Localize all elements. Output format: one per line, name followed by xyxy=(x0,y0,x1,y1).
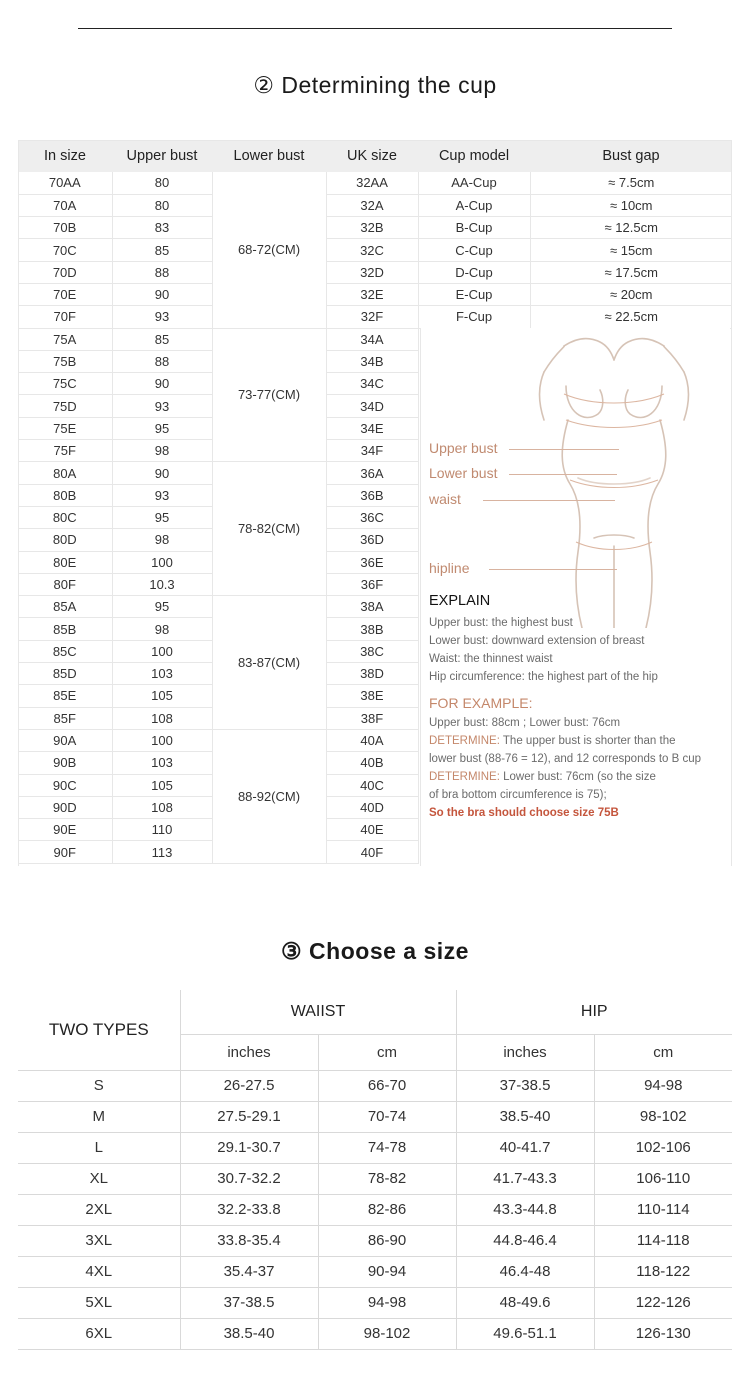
cell-uk-size: 40C xyxy=(326,774,418,796)
cell-upper-bust: 85 xyxy=(112,328,212,350)
cell-hip-inches: 38.5-40 xyxy=(456,1101,594,1132)
cell-bust-gap: ≈ 10cm xyxy=(530,194,732,216)
cell-uk-size: 38C xyxy=(326,640,418,662)
label-upper-bust: Upper bust xyxy=(429,440,498,456)
cell-waist-inches: 33.8-35.4 xyxy=(180,1225,318,1256)
cell-upper-bust: 100 xyxy=(112,640,212,662)
header-two-types: TWO TYPES xyxy=(18,990,180,1070)
explain-line: Lower bust: downward extension of breast xyxy=(429,635,645,647)
cell-in-size: 70D xyxy=(18,261,112,283)
cell-size-label: XL xyxy=(18,1163,180,1194)
cell-cup-model: E-Cup xyxy=(418,283,530,305)
for-example-heading: FOR EXAMPLE: xyxy=(429,695,533,711)
cell-size-label: 3XL xyxy=(18,1225,180,1256)
cell-in-size: 90E xyxy=(18,819,112,841)
col-header-upper-bust: Upper bust xyxy=(112,140,212,172)
cell-waist-inches: 35.4-37 xyxy=(180,1256,318,1287)
cell-uk-size: 36F xyxy=(326,573,418,595)
cell-in-size: 85E xyxy=(18,685,112,707)
cell-uk-size: 34C xyxy=(326,373,418,395)
cell-upper-bust: 93 xyxy=(112,395,212,417)
cell-uk-size: 40D xyxy=(326,796,418,818)
cell-in-size: 75F xyxy=(18,440,112,462)
cell-waist-cm: 98-102 xyxy=(318,1318,456,1349)
cell-uk-size: 36C xyxy=(326,506,418,528)
cell-upper-bust: 90 xyxy=(112,373,212,395)
example-line-text: The upper bust is shorter than the xyxy=(499,735,676,747)
leader-line-lower-bust xyxy=(509,474,617,475)
cell-hip-cm: 114-118 xyxy=(594,1225,732,1256)
example-line: lower bust (88-76 = 12), and 12 corresponds to B cup xyxy=(429,753,702,765)
cell-waist-cm: 94-98 xyxy=(318,1287,456,1318)
cell-upper-bust: 85 xyxy=(112,239,212,261)
cell-hip-cm: 106-110 xyxy=(594,1163,732,1194)
leader-line-hipline xyxy=(489,569,617,570)
col-header-lower-bust: Lower bust xyxy=(212,140,326,172)
cell-in-size: 80C xyxy=(18,506,112,528)
cell-uk-size: 34A xyxy=(326,328,418,350)
cell-in-size: 90A xyxy=(18,729,112,751)
cell-cup-model: D-Cup xyxy=(418,261,530,283)
conclusion-line xyxy=(429,806,725,821)
cell-size-label: M xyxy=(18,1101,180,1132)
cell-lower-bust-range: 73-77(CM) xyxy=(212,328,326,462)
cell-upper-bust: 105 xyxy=(112,774,212,796)
cell-upper-bust: 95 xyxy=(112,417,212,439)
cell-waist-cm: 78-82 xyxy=(318,1163,456,1194)
cell-upper-bust: 113 xyxy=(112,841,212,863)
cell-uk-size: 38A xyxy=(326,596,418,618)
cell-upper-bust: 110 xyxy=(112,819,212,841)
cell-uk-size: 32F xyxy=(326,306,418,328)
female-torso-diagram xyxy=(504,328,724,628)
example-line xyxy=(429,770,725,785)
cell-uk-size: 34D xyxy=(326,395,418,417)
table-row xyxy=(18,1256,732,1287)
cell-upper-bust: 105 xyxy=(112,685,212,707)
cell-uk-size: 36D xyxy=(326,529,418,551)
cell-upper-bust: 10.3 xyxy=(112,573,212,595)
example-line-text: Lower bust: 76cm (so the size xyxy=(499,771,656,783)
cell-upper-bust: 98 xyxy=(112,529,212,551)
cell-in-size: 80D xyxy=(18,529,112,551)
cell-cup-model: C-Cup xyxy=(418,239,530,261)
header-hip-inches: inches xyxy=(456,1034,594,1070)
cell-in-size: 70E xyxy=(18,283,112,305)
determine-keyword: DETERMINE: xyxy=(429,735,500,747)
cell-in-size: 85B xyxy=(18,618,112,640)
conclusion-size: 75B xyxy=(597,807,619,819)
header-hip-cm: cm xyxy=(594,1034,732,1070)
cell-waist-cm: 86-90 xyxy=(318,1225,456,1256)
section-title-size: ③ Choose a size xyxy=(281,938,469,964)
cell-waist-inches: 29.1-30.7 xyxy=(180,1132,318,1163)
cell-in-size: 75B xyxy=(18,350,112,372)
table-row xyxy=(18,1163,732,1194)
cell-in-size: 70B xyxy=(18,217,112,239)
cell-uk-size: 38F xyxy=(326,707,418,729)
cell-hip-inches: 41.7-43.3 xyxy=(456,1163,594,1194)
cell-in-size: 90D xyxy=(18,796,112,818)
table-row xyxy=(18,306,732,328)
cell-waist-inches: 27.5-29.1 xyxy=(180,1101,318,1132)
cell-uk-size: 36E xyxy=(326,551,418,573)
cell-size-label: S xyxy=(18,1070,180,1101)
cell-upper-bust: 108 xyxy=(112,707,212,729)
cell-upper-bust: 80 xyxy=(112,194,212,216)
cell-upper-bust: 103 xyxy=(112,663,212,685)
explain-line: Upper bust: the highest bust xyxy=(429,617,573,629)
cell-lower-bust-range: 78-82(CM) xyxy=(212,462,326,596)
cell-in-size: 85F xyxy=(18,707,112,729)
cell-uk-size: 40B xyxy=(326,752,418,774)
cell-uk-size: 38B xyxy=(326,618,418,640)
col-header-cup-model: Cup model xyxy=(418,140,530,172)
cell-in-size: 80F xyxy=(18,573,112,595)
cell-uk-size: 36A xyxy=(326,462,418,484)
cell-upper-bust: 93 xyxy=(112,484,212,506)
cell-uk-size: 32E xyxy=(326,283,418,305)
cell-upper-bust: 100 xyxy=(112,551,212,573)
size-table-container xyxy=(18,990,732,1350)
cell-waist-inches: 37-38.5 xyxy=(180,1287,318,1318)
cell-in-size: 70A xyxy=(18,194,112,216)
example-line: of bra bottom circumference is 75); xyxy=(429,789,607,801)
cell-in-size: 75A xyxy=(18,328,112,350)
cell-uk-size: 32A xyxy=(326,194,418,216)
table-row xyxy=(18,1287,732,1318)
cell-hip-cm: 126-130 xyxy=(594,1318,732,1349)
cell-upper-bust: 80 xyxy=(112,172,212,194)
header-group-hip: HIP xyxy=(456,990,732,1034)
cell-hip-inches: 46.4-48 xyxy=(456,1256,594,1287)
table-row xyxy=(18,1132,732,1163)
cell-cup-model: F-Cup xyxy=(418,306,530,328)
example-line: Upper bust: 88cm ; Lower bust: 76cm xyxy=(429,717,621,729)
cell-upper-bust: 93 xyxy=(112,306,212,328)
cell-uk-size: 34F xyxy=(326,440,418,462)
cell-upper-bust: 88 xyxy=(112,261,212,283)
cell-in-size: 75E xyxy=(18,417,112,439)
cell-uk-size: 38E xyxy=(326,685,418,707)
cell-upper-bust: 83 xyxy=(112,217,212,239)
cell-lower-bust-range: 68-72(CM) xyxy=(212,172,326,328)
cell-in-size: 80B xyxy=(18,484,112,506)
cell-bust-gap: ≈ 17.5cm xyxy=(530,261,732,283)
cup-table-header-row xyxy=(18,140,732,172)
cell-hip-cm: 122-126 xyxy=(594,1287,732,1318)
cell-size-label: 4XL xyxy=(18,1256,180,1287)
waist-hip-size-table xyxy=(18,990,732,1350)
cell-size-label: 6XL xyxy=(18,1318,180,1349)
explain-block xyxy=(429,593,725,824)
cell-upper-bust: 100 xyxy=(112,729,212,751)
cell-hip-cm: 94-98 xyxy=(594,1070,732,1101)
cell-in-size: 70F xyxy=(18,306,112,328)
cell-uk-size: 32C xyxy=(326,239,418,261)
cell-upper-bust: 95 xyxy=(112,506,212,528)
cell-upper-bust: 108 xyxy=(112,796,212,818)
cell-waist-cm: 66-70 xyxy=(318,1070,456,1101)
cell-bust-gap: ≈ 15cm xyxy=(530,239,732,261)
table-row xyxy=(18,261,732,283)
table-row xyxy=(18,283,732,305)
label-waist: waist xyxy=(429,491,461,507)
determine-keyword: DETERMINE: xyxy=(429,771,500,783)
header-group-waist: WAIIST xyxy=(180,990,456,1034)
top-divider xyxy=(78,28,672,29)
label-lower-bust: Lower bust xyxy=(429,465,498,481)
cell-lower-bust-range: 88-92(CM) xyxy=(212,729,326,863)
table-row xyxy=(18,217,732,239)
cell-hip-inches: 44.8-46.4 xyxy=(456,1225,594,1256)
cell-hip-inches: 48-49.6 xyxy=(456,1287,594,1318)
cell-uk-size: 32B xyxy=(326,217,418,239)
cell-in-size: 90C xyxy=(18,774,112,796)
cell-hip-cm: 98-102 xyxy=(594,1101,732,1132)
cell-cup-model: A-Cup xyxy=(418,194,530,216)
cell-bust-gap: ≈ 20cm xyxy=(530,283,732,305)
cell-in-size: 85A xyxy=(18,596,112,618)
cell-uk-size: 40A xyxy=(326,729,418,751)
table-row xyxy=(18,1070,732,1101)
cell-hip-inches: 37-38.5 xyxy=(456,1070,594,1101)
cell-bust-gap: ≈ 22.5cm xyxy=(530,306,732,328)
body-illustration-panel xyxy=(420,328,730,866)
explain-line: Hip circumference: the highest part of the hip xyxy=(429,671,658,683)
cell-waist-cm: 82-86 xyxy=(318,1194,456,1225)
cell-uk-size: 40F xyxy=(326,841,418,863)
cell-in-size: 75D xyxy=(18,395,112,417)
cell-in-size: 85C xyxy=(18,640,112,662)
cell-in-size: 75C xyxy=(18,373,112,395)
table-row xyxy=(18,239,732,261)
cell-uk-size: 38D xyxy=(326,663,418,685)
header-waist-cm: cm xyxy=(318,1034,456,1070)
col-header-bust-gap: Bust gap xyxy=(530,140,732,172)
cell-in-size: 80A xyxy=(18,462,112,484)
example-line xyxy=(429,734,725,749)
cell-size-label: L xyxy=(18,1132,180,1163)
cell-uk-size: 32AA xyxy=(326,172,418,194)
cell-uk-size: 36B xyxy=(326,484,418,506)
size-header-row-groups xyxy=(18,990,732,1034)
cell-hip-inches: 49.6-51.1 xyxy=(456,1318,594,1349)
leader-line-upper-bust xyxy=(509,449,619,450)
cell-waist-inches: 32.2-33.8 xyxy=(180,1194,318,1225)
cell-cup-model: AA-Cup xyxy=(418,172,530,194)
cell-bust-gap: ≈ 7.5cm xyxy=(530,172,732,194)
header-waist-inches: inches xyxy=(180,1034,318,1070)
cell-waist-cm: 70-74 xyxy=(318,1101,456,1132)
cell-hip-inches: 43.3-44.8 xyxy=(456,1194,594,1225)
cell-lower-bust-range: 83-87(CM) xyxy=(212,596,326,730)
cell-bust-gap: ≈ 12.5cm xyxy=(530,217,732,239)
table-row xyxy=(18,1194,732,1225)
cell-hip-cm: 102-106 xyxy=(594,1132,732,1163)
cell-upper-bust: 90 xyxy=(112,283,212,305)
cell-uk-size: 40E xyxy=(326,819,418,841)
cell-waist-inches: 30.7-32.2 xyxy=(180,1163,318,1194)
cell-waist-cm: 90-94 xyxy=(318,1256,456,1287)
table-row xyxy=(18,172,732,194)
cell-hip-inches: 40-41.7 xyxy=(456,1132,594,1163)
cell-upper-bust: 98 xyxy=(112,440,212,462)
cell-waist-inches: 38.5-40 xyxy=(180,1318,318,1349)
col-header-uk-size: UK size xyxy=(326,140,418,172)
conclusion-prefix: So the bra should choose size xyxy=(429,807,598,819)
cell-hip-cm: 118-122 xyxy=(594,1256,732,1287)
cell-uk-size: 34E xyxy=(326,417,418,439)
cell-uk-size: 32D xyxy=(326,261,418,283)
cell-in-size: 90F xyxy=(18,841,112,863)
cell-waist-inches: 26-27.5 xyxy=(180,1070,318,1101)
table-row xyxy=(18,1225,732,1256)
cell-upper-bust: 103 xyxy=(112,752,212,774)
table-row xyxy=(18,1101,732,1132)
cell-upper-bust: 88 xyxy=(112,350,212,372)
cell-hip-cm: 110-114 xyxy=(594,1194,732,1225)
cell-upper-bust: 98 xyxy=(112,618,212,640)
cell-waist-cm: 74-78 xyxy=(318,1132,456,1163)
col-header-in-size: In size xyxy=(18,140,112,172)
label-hipline: hipline xyxy=(429,560,470,576)
explain-heading: EXPLAIN xyxy=(429,593,491,609)
cell-in-size: 80E xyxy=(18,551,112,573)
cell-in-size: 85D xyxy=(18,663,112,685)
cell-upper-bust: 90 xyxy=(112,462,212,484)
cell-cup-model: B-Cup xyxy=(418,217,530,239)
cell-in-size: 70C xyxy=(18,239,112,261)
cell-upper-bust: 95 xyxy=(112,596,212,618)
cell-in-size: 70AA xyxy=(18,172,112,194)
cell-size-label: 5XL xyxy=(18,1287,180,1318)
leader-line-waist xyxy=(483,500,615,501)
cell-uk-size: 34B xyxy=(326,350,418,372)
table-row xyxy=(18,1318,732,1349)
table-row xyxy=(18,194,732,216)
section-title-cup: ② Determining the cup xyxy=(253,72,497,98)
explain-line: Waist: the thinnest waist xyxy=(429,653,553,665)
cell-in-size: 90B xyxy=(18,752,112,774)
cell-size-label: 2XL xyxy=(18,1194,180,1225)
